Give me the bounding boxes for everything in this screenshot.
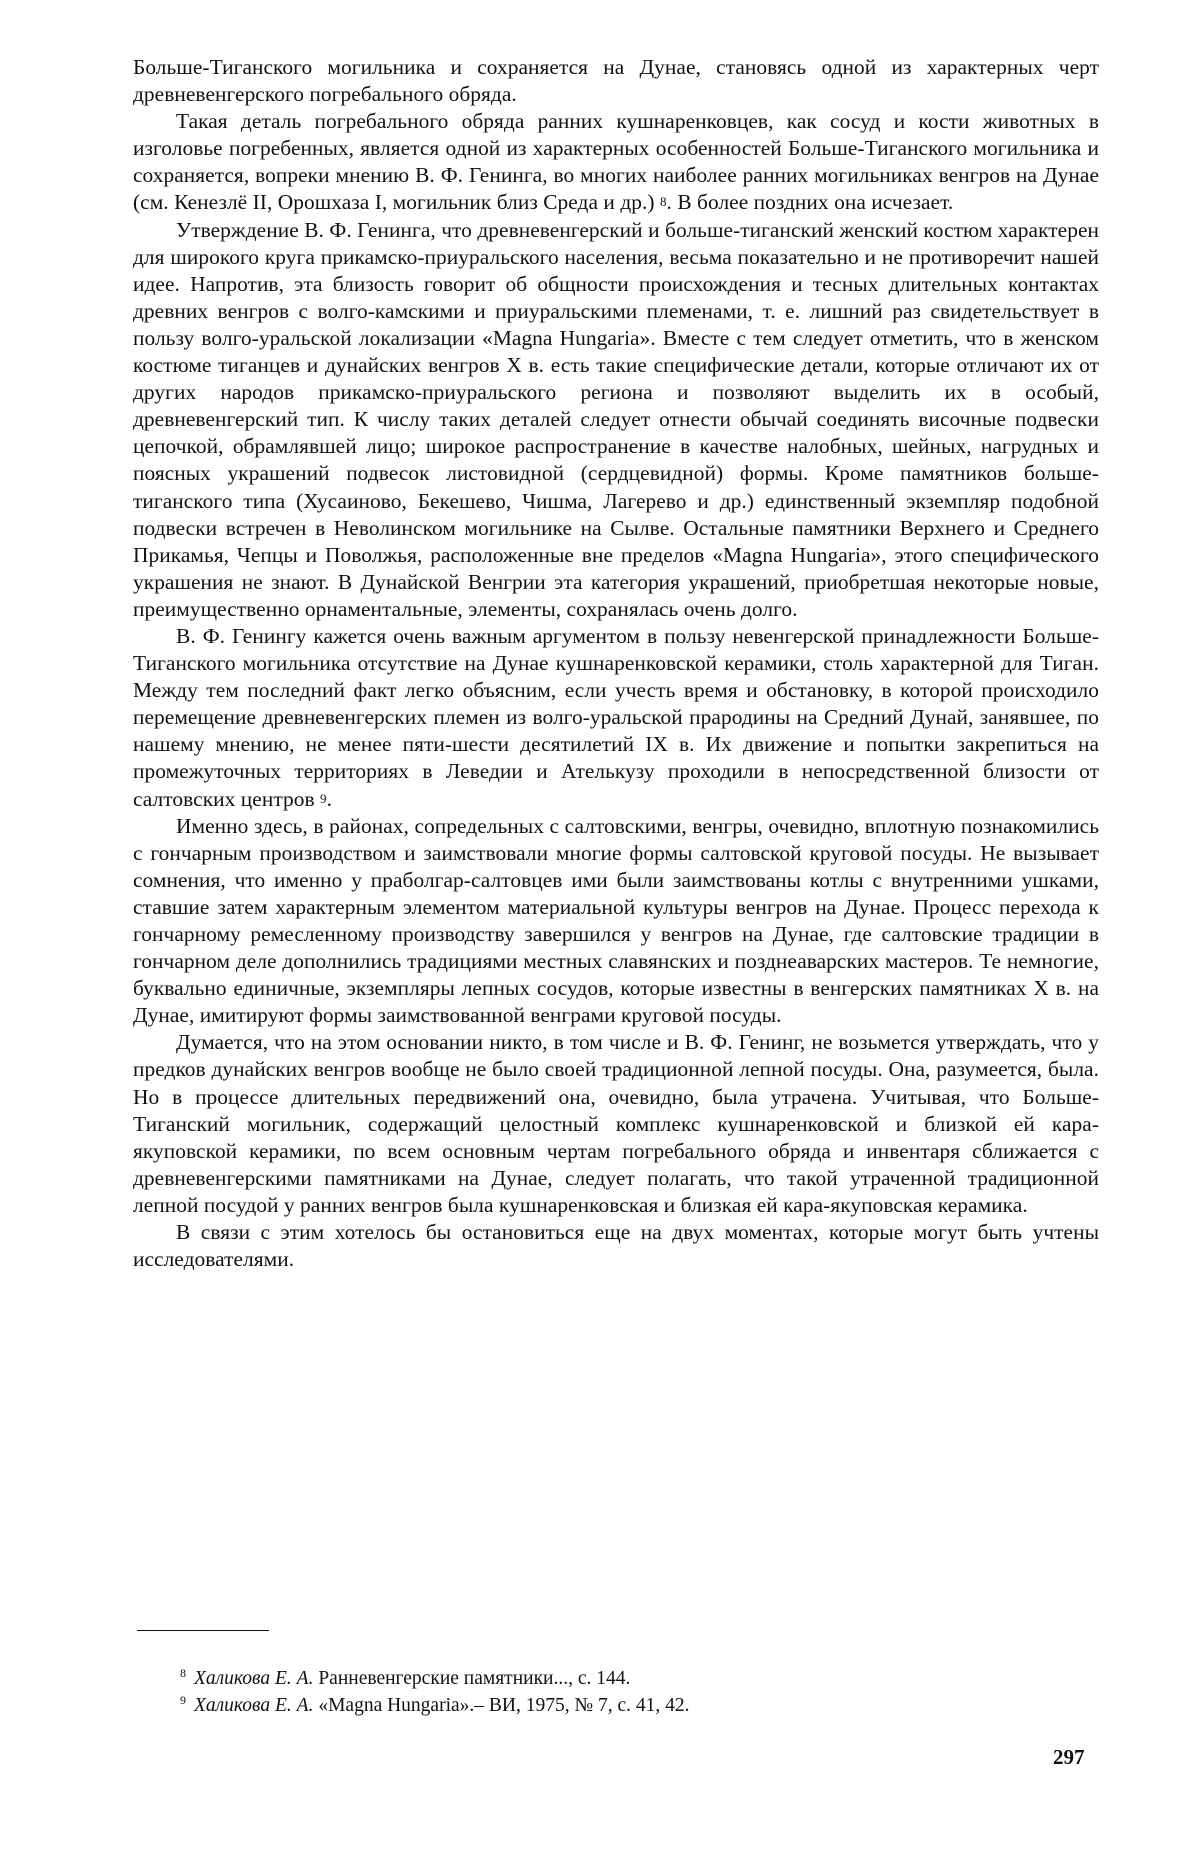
footnote-ref-8: 8 xyxy=(659,194,667,210)
paragraph-6: Думается, что на этом основании никто, в том числе и В. Ф. Генинг, не возьмется утверждать, что у предков дунайских венгров вообще не было своей традиционной лепной посуды. Она, разумеется, была. Но в процессе длительных передвижений она, очевидно, была утрачена. Учитывая, что Больше-Тиганский могильник, содержащий целостный комплекс кушнаренковской и близкой ей кара-якуповской керамики, по всем основным чертам погребального обряда и инвентаря сближается с древневенгерскими памятниками на Дунае, следует полагать, что такой утраченной традиционной лепной посудой у ранних венгров была кушнаренковская и близкая ей кара-якуповская керамика. xyxy=(133,1030,1099,1217)
body-text xyxy=(133,54,1099,1273)
paragraph-1: Больше-Тиганского могильника и сохраняется на Дунае, становясь одной из характерных черт древневенгерского погребального обряда. xyxy=(133,55,1099,107)
paragraph-4-tail: . xyxy=(326,786,332,811)
page-number: 297 xyxy=(1053,1745,1085,1769)
paragraph-3: Утверждение В. Ф. Генинга, что древневенгерский и больше-тиганский женский костюм характерен для широкого круга прикамско-приуральского населения, весьма показательно и не противоречит нашей идее. Напротив, эта близость говорит об общности происхождения и тесных длительных контактах древних венгров с волго-камскими и приуральскими племенами, т. е. лишний раз свидетельствует в пользу волго-уральской локализации «Magna Hungaria». Вместе с тем следует отметить, что в женском костюме тиганцев и дунайских венгров X в. есть такие специфические детали, которые отличают их от других народов прикамско-приуральского региона и позволяют выделить их в особый, древневенгерский тип. К числу таких деталей следует отнести обычай соединять височные подвески цепочкой, обрамлявшей лицо; широкое распространение в качестве налобных, шейных, нагрудных и поясных украшений подвесок листовидной (сердцевидной) формы. Кроме памятников больше-тиганского типа (Хусаиново, Бекешево, Чишма, Лагерево и др.) единственный экземпляр подобной подвески встречен в Неволинском могильнике на Сылве. Остальные памятники Верхнего и Среднего Прикамья, Чепцы и Поволжья, расположенные вне пределов «Magna Hungaria», этого специфического украшения не знают. В Дунайской Венгрии эта категория украшений, приобретшая некоторые новые, преимущественно орнаментальные, элементы, сохранялась очень долго. xyxy=(133,217,1099,621)
paragraph-2-text: Такая деталь погребального обряда ранних кушнаренковцев, как сосуд и кости животных в изголовье погребенных, является одной из характерных особенностей Больше-Тиганского могильника и сохраняется, вопреки мнению В. Ф. Генинга, во многих наиболее ранних могильниках венгров на Дунае (см. Кенезлё II, Орошхаза I, могильник близ Среда и др.) xyxy=(133,109,1099,215)
page-body xyxy=(133,54,1099,1273)
paragraph-4 xyxy=(133,623,1099,813)
footnote-mark: 8 xyxy=(180,1666,186,1680)
footnote-mark: 9 xyxy=(180,1693,186,1707)
paragraph-4-text: В. Ф. Генингу кажется очень важным аргументом в пользу невенгерской принадлежности Больше-Тиганского могильника отсутствие на Дунае кушнаренковской керамики, столь характерной для Тиган. Между тем последний факт легко объясним, если учесть время и обстановку, в которой происходило перемещение древневенгерских племен из волго-уральской прародины на Средний Дунай, занявшее, по нашему мнению, не менее пяти-шести десятилетий IX в. Их движение и попытки закрепиться на промежуточных территориях в Леведии и Ателькузу проходили в непосредственной близости от салтовских центров xyxy=(133,623,1099,811)
footnote-text: Ранневенгерские памятники..., с. 144. xyxy=(313,1668,631,1689)
paragraph-5: Именно здесь, в районах, сопредельных с салтовскими, венгры, очевидно, вплотную познакомились с гончарным производством и заимствовали многие формы салтовской круговой посуды. Не вызывает сомнения, что именно у праболгар-салтовцев ими были заимствованы котлы с внутренними ушками, ставшие затем характерным элементом материальной культуры венгров на Дунае. Процесс перехода к гончарному ремесленному производству завершился у венгров на Дунае, где салтовские традиции в гончарном деле дополнились традициями местных славянских и позднеаварских мастеров. Те немногие, буквально единичные, экземпляры лепных сосудов, которые известны в венгерских памятниках X в. на Дунае, имитируют формы заимствованной венграми круговой посуды. xyxy=(133,813,1099,1028)
footnote-9 xyxy=(180,1693,980,1720)
footnote-divider xyxy=(137,1630,269,1631)
paragraph-2-tail: . В более поздних она исчезает. xyxy=(666,190,954,215)
footnote-author: Халикова Е. А. xyxy=(194,1668,314,1689)
footnote-ref-9: 9 xyxy=(320,790,327,806)
paragraph-7: В связи с этим хотелось бы остановиться еще на двух моментах, которые могут быть учтены исследователями. xyxy=(133,1220,1099,1272)
paragraph-2 xyxy=(133,108,1099,216)
footnote-text: «Magna Hungaria».– ВИ, 1975, № 7, с. 41, 42. xyxy=(313,1695,690,1716)
footnotes xyxy=(180,1666,980,1720)
footnote-author: Халикова Е. А. xyxy=(194,1695,314,1716)
footnote-8 xyxy=(180,1666,980,1693)
